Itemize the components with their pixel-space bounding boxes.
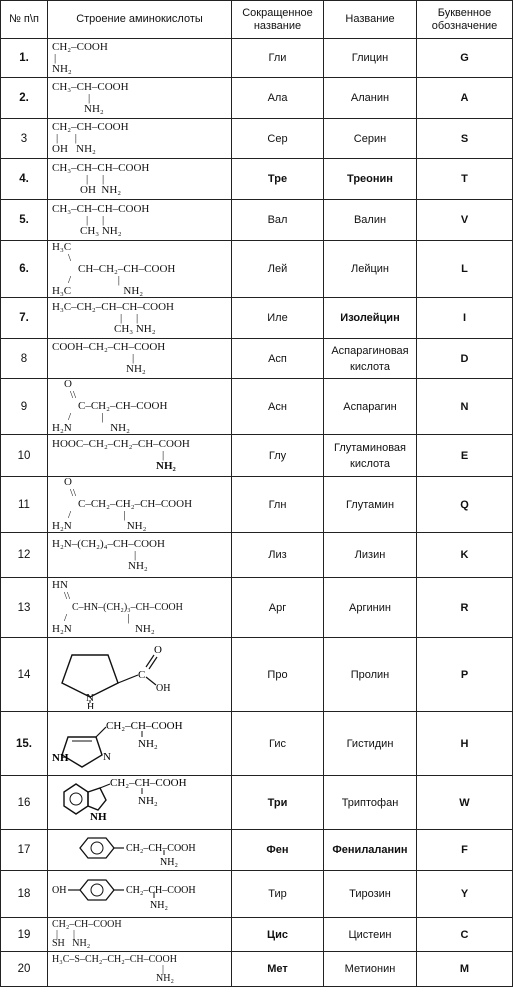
short-name: Гис: [232, 712, 324, 776]
table-row: [1, 119, 513, 159]
structure-formula: [48, 712, 232, 776]
row-number: 5.: [1, 200, 48, 241]
letter-code: R: [417, 578, 513, 638]
short-name: Мет: [232, 952, 324, 987]
svg-text:NH₂: NH₂: [138, 737, 158, 750]
letter-code: N: [417, 379, 513, 435]
svg-text:NH₂: NH₂: [160, 857, 178, 868]
tyrosine-ring-diagram: [50, 874, 228, 914]
table-row: [1, 435, 513, 477]
short-name: Глу: [232, 435, 324, 477]
table-row: [1, 200, 513, 241]
letter-code: M: [417, 952, 513, 987]
table-row: [1, 533, 513, 578]
table-row: [1, 339, 513, 379]
amino-acid-name: Серин: [324, 119, 417, 159]
letter-code: H: [417, 712, 513, 776]
histidine-ring-diagram: [50, 715, 228, 773]
short-name: Цис: [232, 918, 324, 952]
amino-acid-name: Аспарагин: [324, 379, 417, 435]
structure-formula: [48, 871, 232, 918]
row-number: 18: [1, 871, 48, 918]
row-number: 1.: [1, 39, 48, 78]
letter-code: W: [417, 776, 513, 830]
structure-formula: HN \\ C–HN–(CH₂)₃–CH–COOH / | H₂N NH₂: [48, 578, 232, 638]
structure-formula: CH₂–CH–COOH | | OH NH₂: [48, 119, 232, 159]
row-number: 6.: [1, 241, 48, 298]
letter-code: F: [417, 830, 513, 871]
svg-text:N: N: [103, 750, 111, 763]
short-name: Иле: [232, 298, 324, 339]
row-number: 9: [1, 379, 48, 435]
header-structure: Строение аминокислоты: [48, 1, 232, 39]
table-row: [1, 241, 513, 298]
short-name: Ала: [232, 78, 324, 119]
svg-text:CH₂–CH–COOH: CH₂–CH–COOH: [126, 843, 196, 854]
letter-code: I: [417, 298, 513, 339]
table-row: [1, 871, 513, 918]
row-number: 3: [1, 119, 48, 159]
row-number: 10: [1, 435, 48, 477]
structure-formula: O \\ C–CH₂–CH₂–CH–COOH / | H₂N NH₂: [48, 477, 232, 533]
letter-code: C: [417, 918, 513, 952]
row-number: 15.: [1, 712, 48, 776]
amino-acid-name: Триптофан: [324, 776, 417, 830]
header-abbreviation: Сокращенное название: [232, 1, 324, 39]
header-row: [1, 1, 513, 39]
phenylalanine-ring-diagram: [50, 832, 228, 868]
short-name: Лей: [232, 241, 324, 298]
amino-acid-name: Изолейцин: [324, 298, 417, 339]
amino-acid-name: Гистидин: [324, 712, 417, 776]
row-number: 11: [1, 477, 48, 533]
structure-formula: CH₃–CH–CH–COOH | | OH NH₂: [48, 159, 232, 200]
short-name: Три: [232, 776, 324, 830]
table-row: [1, 830, 513, 871]
structure-formula: CH₃–CH–CH–COOH | | CH₃ NH₂: [48, 200, 232, 241]
amino-acid-name: Треонин: [324, 159, 417, 200]
amino-acid-name: Глутамин: [324, 477, 417, 533]
structure-formula: CH₃–CH–COOH | NH₂: [48, 78, 232, 119]
amino-acid-name: Валин: [324, 200, 417, 241]
table-row: [1, 159, 513, 200]
svg-text:NH: NH: [90, 810, 107, 823]
row-number: 17: [1, 830, 48, 871]
table-row: [1, 578, 513, 638]
svg-text:NH₂: NH₂: [150, 900, 168, 911]
short-name: Тир: [232, 871, 324, 918]
short-name: Сер: [232, 119, 324, 159]
svg-text:NH: NH: [52, 751, 69, 764]
svg-text:N: N: [86, 691, 94, 704]
svg-text:NH₂: NH₂: [138, 794, 158, 807]
letter-code: S: [417, 119, 513, 159]
letter-code: Y: [417, 871, 513, 918]
structure-formula: [48, 776, 232, 830]
short-name: Про: [232, 638, 324, 712]
row-number: 2.: [1, 78, 48, 119]
letter-code: D: [417, 339, 513, 379]
amino-acid-name: Лизин: [324, 533, 417, 578]
table-row: [1, 776, 513, 830]
short-name: Тре: [232, 159, 324, 200]
proline-ring-diagram: [50, 641, 220, 709]
row-number: 16: [1, 776, 48, 830]
short-name: Асн: [232, 379, 324, 435]
table-row: [1, 379, 513, 435]
amino-acid-name: Аспарагиновая кислота: [324, 339, 417, 379]
structure-formula: O \\ C–CH₂–CH–COOH / | H₂N NH₂: [48, 379, 232, 435]
svg-text:OH: OH: [156, 682, 171, 694]
amino-acid-name: Глутаминовая кислота: [324, 435, 417, 477]
amino-acid-name: Глицин: [324, 39, 417, 78]
amino-acid-name: Тирозин: [324, 871, 417, 918]
amino-acid-name: Лейцин: [324, 241, 417, 298]
short-name: Асп: [232, 339, 324, 379]
structure-formula: CH₂–COOH | NH₂: [48, 39, 232, 78]
table-row: [1, 298, 513, 339]
table-row: [1, 712, 513, 776]
letter-code: V: [417, 200, 513, 241]
structure-formula: [48, 830, 232, 871]
short-name: Глн: [232, 477, 324, 533]
row-number: 14: [1, 638, 48, 712]
table-row: [1, 39, 513, 78]
table-row: [1, 477, 513, 533]
svg-text:CH₂–CH–COOH: CH₂–CH–COOH: [106, 719, 183, 732]
short-name: Вал: [232, 200, 324, 241]
amino-acid-name: Цистеин: [324, 918, 417, 952]
short-name: Лиз: [232, 533, 324, 578]
structure-formula: HOOC–CH₂–CH₂–CH–COOH | NH₂: [48, 435, 232, 477]
letter-code: G: [417, 39, 513, 78]
table-row: [1, 952, 513, 987]
tryptophan-ring-diagram: [50, 778, 228, 828]
letter-code: L: [417, 241, 513, 298]
row-number: 4.: [1, 159, 48, 200]
header-name: Название: [324, 1, 417, 39]
header-number: № п\п: [1, 1, 48, 39]
structure-formula: [48, 638, 232, 712]
svg-text:H: H: [87, 701, 95, 709]
svg-text:C: C: [138, 668, 146, 681]
svg-text:OH: OH: [52, 885, 67, 896]
amino-acid-name: Фенилаланин: [324, 830, 417, 871]
svg-text:O: O: [154, 643, 162, 656]
structure-formula: H₃C–CH₂–CH–CH–COOH | | CH₃ NH₂: [48, 298, 232, 339]
amino-acid-name: Метионин: [324, 952, 417, 987]
letter-code: P: [417, 638, 513, 712]
row-number: 8: [1, 339, 48, 379]
svg-text:CH₂–CH–COOH: CH₂–CH–COOH: [126, 885, 196, 896]
svg-text:CH₂–CH–COOH: CH₂–CH–COOH: [110, 777, 187, 789]
row-number: 13: [1, 578, 48, 638]
table-row: [1, 638, 513, 712]
row-number: 12: [1, 533, 48, 578]
structure-formula: H₃C \ CH–CH₂–CH–COOH / | H₃C NH₂: [48, 241, 232, 298]
short-name: Фен: [232, 830, 324, 871]
row-number: 20: [1, 952, 48, 987]
letter-code: A: [417, 78, 513, 119]
row-number: 19: [1, 918, 48, 952]
letter-code: K: [417, 533, 513, 578]
table-row: [1, 918, 513, 952]
structure-formula: H₃C–S–CH₂–CH₂–CH–COOH | NH₂: [48, 952, 232, 987]
structure-formula: H₂N–(CH₂)₄–CH–COOH | NH₂: [48, 533, 232, 578]
header-letter: Буквенное обозначение: [417, 1, 513, 39]
structure-formula: CH₂–CH–COOH | | SH NH₂: [48, 918, 232, 952]
table-row: [1, 78, 513, 119]
amino-acid-name: Аргинин: [324, 578, 417, 638]
letter-code: T: [417, 159, 513, 200]
row-number: 7.: [1, 298, 48, 339]
structure-formula: COOH–CH₂–CH–COOH | NH₂: [48, 339, 232, 379]
letter-code: E: [417, 435, 513, 477]
amino-acid-name: Пролин: [324, 638, 417, 712]
amino-acid-name: Аланин: [324, 78, 417, 119]
letter-code: Q: [417, 477, 513, 533]
short-name: Арг: [232, 578, 324, 638]
short-name: Гли: [232, 39, 324, 78]
